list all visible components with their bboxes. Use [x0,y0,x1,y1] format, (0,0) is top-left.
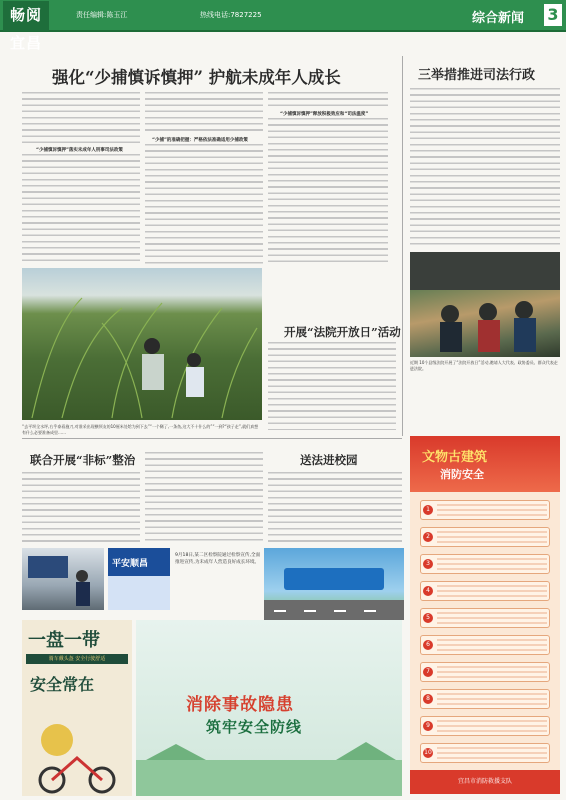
poster-footer: 宜昌市消防救援支队 [410,770,560,794]
right-article-body [410,88,560,248]
ground [136,760,402,796]
poster-rule-number: 1 [423,505,433,515]
safety-banner-art [136,740,402,796]
editor-line: 责任编辑:陈玉江 [76,11,128,19]
poster-rule-item [420,635,550,655]
poster-rule-text [437,639,547,653]
header-rule [0,30,566,32]
safety-banner [136,620,402,796]
section-title: 综合新闻 [472,11,525,26]
poster-rule-item [420,716,550,736]
peace-banner-art [108,576,170,610]
poster-rule-item [420,689,550,709]
poster-rule-number: 10 [424,749,432,756]
court-headline: 开展“法院开放日”活动 [284,325,401,339]
traffic-illustration-art [264,548,404,620]
speaker-head [76,570,88,582]
main-body-col-1b [22,154,140,264]
main-body-col-2a [145,92,263,134]
newspaper-logo: 畅阅宜昌 [3,1,49,31]
person-1-body [440,322,462,352]
school-headline: 送法进校园 [300,453,358,467]
photo-1-caption: “去平坝全水坪,右乎泰看施刀,对准采出现横须友的10厘米处给为到下去”“一个稀了,一条鱼,这大不十什么的”“一到?“孩子走”,就们真想有什么必要准备成里…… [22,424,259,435]
speaker-body [76,582,90,606]
poster-rule-text [437,558,547,572]
safety-banner-sub: 筑牢安全防线 [206,718,303,736]
poster-rule-text [437,747,547,761]
signboard [284,568,384,590]
poster-title-2: 消防安全 [440,468,484,481]
peace-banner-small [108,548,170,610]
helmet-banner-art [22,700,132,796]
poster-rule-number: 8 [423,694,433,704]
poster-rule-number: 3 [423,559,433,569]
person-3 [515,301,533,319]
poster-rule-text [437,585,547,599]
fire-safety-poster [410,436,560,794]
joint-body-col-1 [22,472,140,542]
worker-head [144,338,160,354]
helmet-banner [22,620,132,796]
page-number: 3 [544,4,562,26]
lane-mark [364,610,376,612]
person-2 [479,303,497,321]
lane-mark [304,610,316,612]
child-head [187,353,201,367]
poster-rule-text [437,666,547,680]
page-header [0,0,566,52]
lane-mark [334,610,346,612]
poster-rule-number: 4 [423,586,433,596]
main-body-col-2b [145,144,263,264]
poster-rule-item [420,662,550,682]
child-body [186,367,204,397]
poster-title-1: 文物古建筑 [422,450,488,465]
peace-banner-text: 平安顺昌 [112,559,149,569]
poster-rule-number: 2 [423,532,433,542]
helmet-banner-title: 一盘一带 [28,630,100,651]
joint-headline: 联合开展“非标”整治 [30,453,136,467]
poster-rule-text [437,531,547,545]
person-1 [441,305,459,323]
screen [28,556,68,578]
safety-banner-title: 消除事故隐患 [186,695,294,715]
hill [146,744,206,760]
photo-2-caption: 近期 10个县级法院开展了“法院开放日”活动,邀请人大代表、政协委员、群众代表走进法院。 [410,360,558,371]
person-2-body [478,320,500,352]
hill [336,742,396,760]
poster-rule-item [420,743,550,763]
poster-rule-item [420,581,550,601]
court-article-body [268,342,396,430]
poster-rule-number: 7 [423,667,433,677]
main-body-col-3b [268,118,388,266]
main-subhead-1: “少捕慎诉慎押”落实未成年人刑事司法政策 [36,148,123,153]
traffic-illustration [264,548,404,620]
court-open-day-photo [410,252,560,357]
field-photo [22,268,262,420]
poster-rule-number: 6 [423,640,433,650]
photo-3-caption: 9月18日,某二区检察院通过检察宣传,全面推进宣传,为未成年人营造良好成长环境。 [175,553,261,565]
person-3-body [514,318,536,352]
main-body-col-3a [268,92,388,106]
worker-body [142,354,164,390]
poster-rule-text [437,693,547,707]
school-article-body [268,472,402,542]
poster-rule-number: 9 [423,721,433,731]
helmet-banner-bottom: 安全常在 [30,675,95,694]
helmet-banner-sub: 骑车戴头盔 安全行驶舒适 [26,654,128,664]
poster-rule-text [437,612,547,626]
poster-rule-item [420,500,550,520]
wall [410,252,560,290]
hotline: 热线电话:7827225 [200,11,262,19]
lane-mark [274,610,286,612]
main-subhead-3: “少捕慎诉慎押”释放积极效应和“司法温度” [280,112,369,117]
poster-header [410,436,560,492]
main-body-col-1a [22,92,140,144]
poster-rule-item [420,608,550,628]
main-headline: 强化“少捕慎诉慎押” 护航未成年人成长 [52,68,341,87]
helmet-icon [41,724,73,756]
poster-rule-text [437,504,547,518]
classroom-photo [22,548,104,610]
poster-rule-text [437,720,547,734]
classroom-photo-art [22,548,104,610]
field-photo-art [22,268,262,420]
right-headline: 三举措推进司法行政 [418,68,536,83]
section-rule [22,438,402,439]
poster-rule-item [420,527,550,547]
column-divider [402,56,403,436]
court-photo-art [410,252,560,357]
joint-body-col-2 [145,452,263,542]
main-subhead-2: “少捕”的准确把握：严格依法准确适用少捕政策 [152,138,248,143]
poster-rule-number: 5 [423,613,433,623]
poster-rule-item [420,554,550,574]
